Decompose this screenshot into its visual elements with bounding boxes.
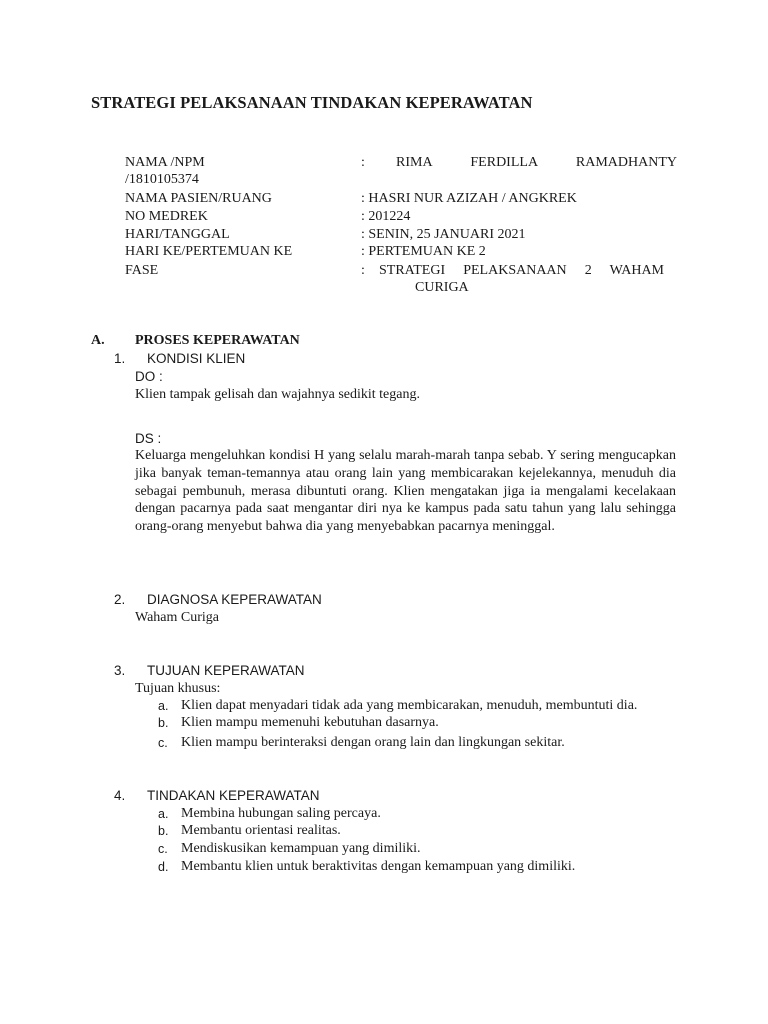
item-number: 3.	[114, 663, 126, 678]
identity-value-tanggal: : SENIN, 25 JANUARI 2021	[361, 227, 526, 242]
identity-label-fase: FASE	[125, 263, 159, 278]
identity-label-nama: NAMA /NPM	[125, 155, 205, 170]
list-letter: a.	[158, 699, 169, 713]
item-number: 1.	[114, 351, 126, 366]
list-item: Membina hubungan saling percaya.	[181, 806, 381, 821]
identity-value-medrek: : 201224	[361, 209, 411, 224]
ds-label: DS :	[135, 431, 162, 446]
section-title: PROSES KEPERAWATAN	[135, 333, 300, 348]
item-heading: TINDAKAN KEPERAWATAN	[147, 788, 320, 803]
list-letter: c.	[158, 842, 168, 856]
item-heading: KONDISI KLIEN	[147, 351, 246, 366]
identity-label-medrek: NO MEDREK	[125, 209, 208, 224]
ds-paragraph: Keluarga mengeluhkan kondisi H yang selalu marah-marah tanpa sebab. Y sering mengucapkan jika banyak teman-temannya atau orang lain yang membicarakan kejelekannya, menuduh dia sebagai pembunuh, merasa dibuntuti orang. Klien mengatakan jiga ia mengalami kecelakaan dengan pacarnya pada saat mengantar diri nya ke kampus pada satu tahun yang lalu sehingga orang-orang menyebut bahwa dia yang menyebabkan pacarnya meninggal.	[135, 448, 676, 535]
list-item: Mendiskusikan kemampuan yang dimiliki.	[181, 841, 421, 856]
list-item: Klien mampu memenuhi kebutuhan dasarnya.	[181, 715, 439, 730]
item-heading: DIAGNOSA KEPERAWATAN	[147, 592, 322, 607]
identity-value-nama: RIMA FERDILLA RAMADHANTY	[396, 155, 677, 170]
identity-value-npm: /1810105374	[125, 172, 199, 187]
list-item: Klien dapat menyadari tidak ada yang membicarakan, menuduh, membuntuti dia.	[181, 698, 638, 713]
document-title: STRATEGI PELAKSANAAN TINDAKAN KEPERAWATAN	[91, 93, 533, 112]
section-letter: A.	[91, 333, 105, 348]
list-item: Membantu orientasi realitas.	[181, 823, 341, 838]
list-item: Klien mampu berinteraksi dengan orang lain dan lingkungan sekitar.	[181, 735, 565, 750]
list-letter: b.	[158, 824, 169, 838]
identity-value-pasien: : HASRI NUR AZIZAH / ANGKREK	[361, 191, 577, 206]
identity-value-fase: STRATEGI PELAKSANAAN 2 WAHAM	[379, 263, 665, 278]
item-number: 2.	[114, 592, 126, 607]
list-letter: b.	[158, 716, 169, 730]
diagnosis-text: Waham Curiga	[135, 610, 220, 625]
item-number: 4.	[114, 788, 126, 803]
goal-intro: Tujuan khusus:	[135, 681, 221, 696]
identity-label-pasien: NAMA PASIEN/RUANG	[125, 191, 272, 206]
do-text: Klien tampak gelisah dan wajahnya sedikit tegang.	[135, 387, 420, 402]
do-label: DO :	[135, 369, 163, 384]
identity-label-pertemuan: HARI KE/PERTEMUAN KE	[125, 244, 293, 259]
item-heading: TUJUAN KEPERAWATAN	[147, 663, 305, 678]
identity-colon-nama: :	[361, 155, 365, 170]
list-letter: a.	[158, 807, 169, 821]
identity-label-tanggal: HARI/TANGGAL	[125, 227, 230, 242]
list-letter: c.	[158, 736, 168, 750]
list-item: Membantu klien untuk beraktivitas dengan kemampuan yang dimiliki.	[181, 859, 576, 874]
list-letter: d.	[158, 860, 169, 874]
identity-value-pertemuan: : PERTEMUAN KE 2	[361, 244, 486, 259]
identity-value-fase-cont: CURIGA	[415, 280, 469, 295]
identity-colon-fase: :	[361, 263, 365, 278]
